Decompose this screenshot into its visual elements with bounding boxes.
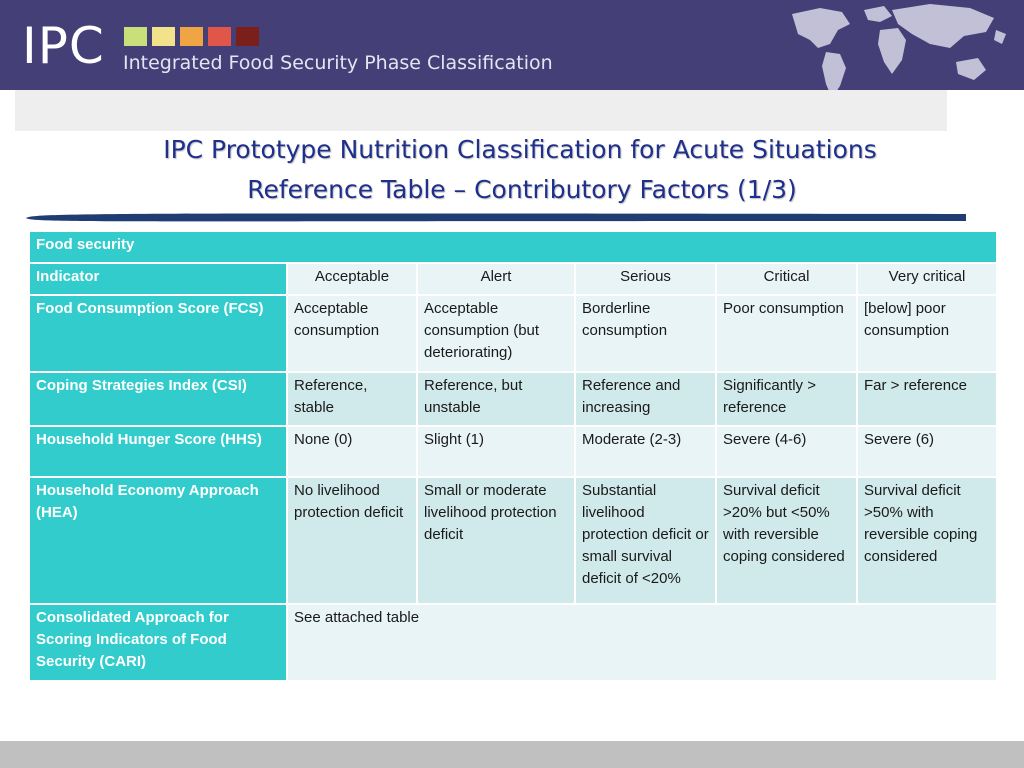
table-cell: Slight (1): [417, 426, 575, 477]
table-row: [29, 477, 997, 604]
table-cell: Reference, but unstable: [417, 372, 575, 426]
table-cell: [below] poor consumption: [857, 295, 997, 372]
table-row: [29, 295, 997, 372]
phase-square: [180, 27, 203, 46]
indicator-cell: Household Economy Approach (HEA): [29, 477, 287, 604]
column-header: Critical: [716, 263, 857, 295]
title-line-1: IPC Prototype Nutrition Classification for Acute Situations: [163, 135, 877, 164]
table-row: [29, 372, 997, 426]
table-cell: Significantly > reference: [716, 372, 857, 426]
column-header: Serious: [575, 263, 716, 295]
phase-color-squares: [124, 27, 259, 46]
footer-bar: [0, 741, 1024, 768]
indicator-cell: Coping Strategies Index (CSI): [29, 372, 287, 426]
table-row: [29, 604, 997, 681]
column-header: Acceptable: [287, 263, 417, 295]
column-header: Alert: [417, 263, 575, 295]
table-row: [29, 426, 997, 477]
page-title: [0, 130, 1024, 210]
title-underline-swoosh: [24, 210, 966, 226]
table-cell: Acceptable consumption: [287, 295, 417, 372]
indicator-cell: Consolidated Approach for Scoring Indicators of Food Security (CARI): [29, 604, 287, 681]
header-subtitle: Integrated Food Security Phase Classification: [123, 52, 553, 74]
phase-square: [208, 27, 231, 46]
table-cell: Borderline consumption: [575, 295, 716, 372]
column-header: Very critical: [857, 263, 997, 295]
table-cell: Severe (4-6): [716, 426, 857, 477]
section-row: [29, 231, 997, 263]
indicator-cell: Household Hunger Score (HHS): [29, 426, 287, 477]
title-band: [15, 90, 947, 131]
reference-table: [28, 230, 998, 682]
table-cell: No livelihood protection deficit: [287, 477, 417, 604]
column-header: Indicator: [29, 263, 287, 295]
table-cell: Substantial livelihood protection deficit or small survival deficit of <20%: [575, 477, 716, 604]
table-cell: Small or moderate livelihood protection deficit: [417, 477, 575, 604]
title-line-2: Reference Table – Contributory Factors (1/3): [247, 175, 797, 204]
phase-square: [124, 27, 147, 46]
indicator-cell: Food Consumption Score (FCS): [29, 295, 287, 372]
ipc-logo: IPC: [22, 17, 105, 75]
table-cell: Acceptable consumption (but deteriorating): [417, 295, 575, 372]
table-cell: Far > reference: [857, 372, 997, 426]
column-header-row: [29, 263, 997, 295]
table-cell: None (0): [287, 426, 417, 477]
table-cell: Poor consumption: [716, 295, 857, 372]
table-cell: Severe (6): [857, 426, 997, 477]
phase-square: [152, 27, 175, 46]
phase-square: [236, 27, 259, 46]
section-label: Food security: [29, 231, 997, 263]
table-cell: Survival deficit >50% with reversible coping considered: [857, 477, 997, 604]
table-cell: Moderate (2-3): [575, 426, 716, 477]
table-cell: Survival deficit >20% but <50% with reversible coping considered: [716, 477, 857, 604]
table-cell: See attached table: [287, 604, 997, 681]
table-cell: Reference, stable: [287, 372, 417, 426]
world-map-icon: [780, 0, 1024, 90]
table-cell: Reference and increasing: [575, 372, 716, 426]
header-banner: [0, 0, 1024, 90]
